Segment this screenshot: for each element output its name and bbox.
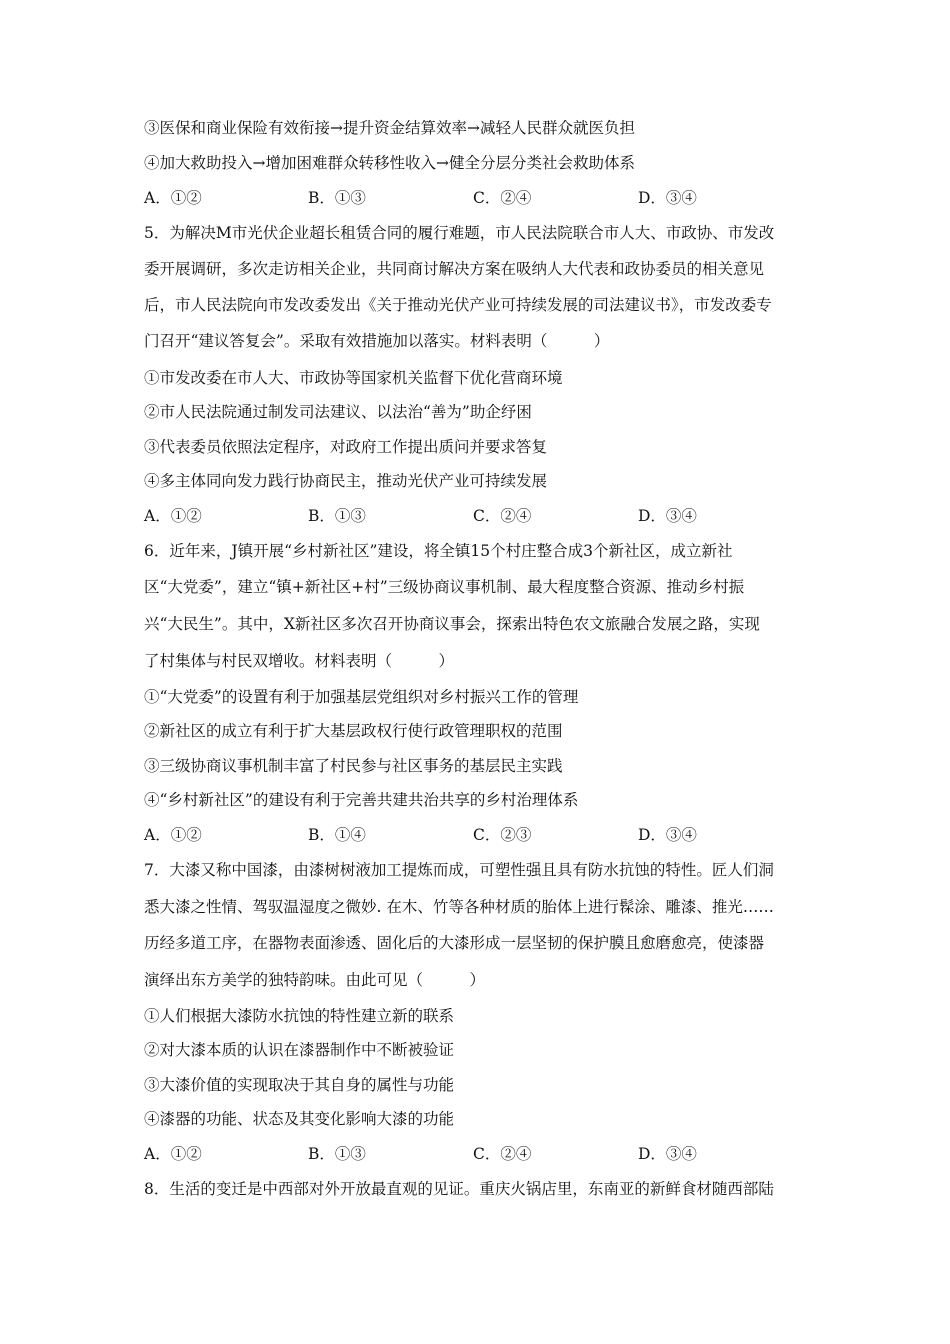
q4-option-d: D．③④ (638, 189, 697, 207)
q7-option-c: C．②④ (473, 1145, 532, 1163)
q6-stem-line-4: 了村集体与村民双增收。材料表明（ ） (144, 652, 455, 670)
q4-option-c: C．②④ (473, 189, 532, 207)
q6-statement-1: ①“大党委”的设置有利于加强基层党组织对乡村振兴工作的管理 (144, 688, 579, 706)
q5-option-c: C．②④ (473, 507, 532, 525)
q6-stem-line-2: 区“大党委”，建立“镇+新社区+村”三级协商议事机制、最大程度整合资源、推动乡村振 (144, 578, 745, 596)
q5-option-a: A．①② (144, 507, 202, 525)
q5-stem-line-3: 后，市人民法院向市发改委发出《关于推动光伏产业可持续发展的司法建议书》，市发改委专 (144, 296, 772, 314)
q8-stem-line-1: 8．生活的变迁是中西部对外开放最直观的见证。重庆火锅店里，东南亚的新鲜食材随西部陆 (144, 1180, 774, 1198)
q7-option-a: A．①② (144, 1145, 202, 1163)
q7-statement-4: ④漆器的功能、状态及其变化影响大漆的功能 (144, 1110, 455, 1128)
q7-stem-line-2: 悉大漆之性情、驾驭温湿度之微妙. 在木、竹等各种材质的胎体上进行髹涂、雕漆、推光…… (144, 898, 774, 916)
q6-stem-line-3: 兴“大民生”。其中，X新社区多次召开协商议事会，探索出特色农文旅融合发展之路，实现 (144, 615, 760, 633)
q6-statement-4: ④“乡村新社区”的建设有利于完善共建共治共享的乡村治理体系 (144, 791, 579, 809)
q6-statement-3: ③三级协商议事机制丰富了村民参与社区事务的基层民主实践 (144, 757, 563, 775)
q5-option-b: B．①③ (308, 507, 366, 525)
q7-statement-2: ②对大漆本质的认识在漆器制作中不断被验证 (144, 1041, 455, 1059)
q4-option-b: B．①③ (308, 189, 366, 207)
q7-statement-1: ①人们根据大漆防水抗蚀的特性建立新的联系 (144, 1007, 455, 1025)
q5-options (144, 505, 814, 527)
q5-option-d: D．③④ (638, 507, 697, 525)
q4-statement-4: ④加大救助投入→增加困难群众转移性收入→健全分层分类社会救助体系 (144, 154, 635, 172)
q5-stem-line-4: 门召开“建议答复会”。采取有效措施加以落实。材料表明（ ） (144, 332, 610, 350)
q5-statement-2: ②市人民法院通过制发司法建议、以法治“善为”助企纾困 (144, 403, 532, 421)
q7-stem-line-1: 7．大漆又称中国漆，由漆树树液加工提炼而成，可塑性强且具有防水抗蚀的特性。匠人们洞 (144, 861, 774, 879)
q6-option-b: B．①④ (308, 826, 366, 844)
q6-option-c: C．②③ (473, 826, 532, 844)
q6-statement-2: ②新社区的成立有利于扩大基层政权行使行政管理职权的范围 (144, 722, 563, 740)
q7-statement-3: ③大漆价值的实现取决于其自身的属性与功能 (144, 1076, 455, 1094)
q7-option-d: D．③④ (638, 1145, 697, 1163)
q5-statement-1: ①市发改委在市人大、市政协等国家机关监督下优化营商环境 (144, 369, 563, 387)
q4-option-a: A．①② (144, 189, 202, 207)
q5-stem-line-2: 委开展调研，多次走访相关企业，共同商讨解决方案在吸纳人大代表和政协委员的相关意见 (144, 260, 765, 278)
q4-statement-3: ③医保和商业保险有效衔接→提升资金结算效率→减轻人民群众就医负担 (144, 119, 635, 137)
q7-stem-line-4: 演绎出东方美学的独特韵味。由此可见（ ） (144, 971, 486, 989)
q7-options (144, 1143, 814, 1165)
q7-option-b: B．①③ (308, 1145, 366, 1163)
q7-stem-line-3: 历经多道工序，在器物表面渗透、固化后的大漆形成一层坚韧的保护膜且愈磨愈亮，使漆器 (144, 934, 765, 952)
q6-stem-line-1: 6．近年来，J镇开展“乡村新社区”建设，将全镇15个村庄整合成3个新社区，成立新社 (144, 542, 733, 560)
q6-option-a: A．①② (144, 826, 202, 844)
q5-stem-line-1: 5．为解决M市光伏企业超长租赁合同的履行难题，市人民法院联合市人大、市政协、市发改 (144, 224, 775, 242)
q5-statement-3: ③代表委员依照法定程序，对政府工作提出质问并要求答复 (144, 438, 548, 456)
q4-options (144, 187, 814, 209)
q6-options (144, 824, 814, 846)
q5-statement-4: ④多主体同向发力践行协商民主，推动光伏产业可持续发展 (144, 472, 548, 490)
q6-option-d: D．③④ (638, 826, 697, 844)
